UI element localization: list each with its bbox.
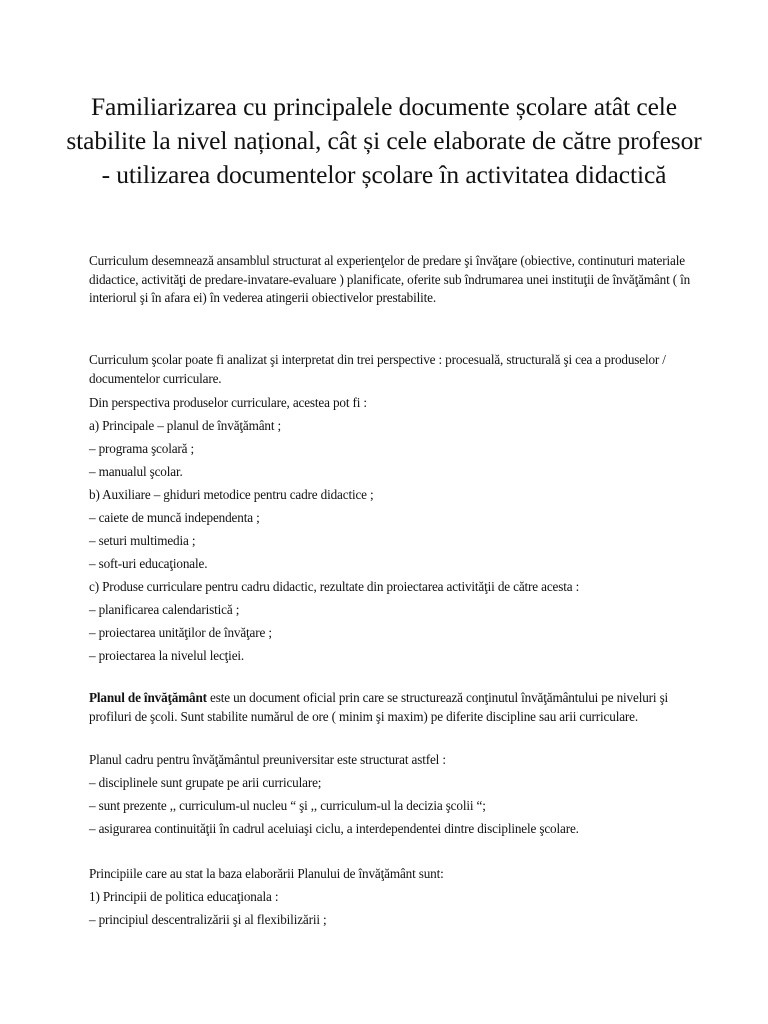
list-item: – caiete de muncă independenta ; (89, 510, 260, 525)
list-item: Din perspectiva produselor curriculare, acestea pot fi : (89, 395, 367, 410)
list-item: – proiectarea la nivelul lecţiei. (89, 648, 245, 663)
list-item: – manualul şcolar. (89, 464, 183, 479)
list-item: – proiectarea unităţilor de învăţare ; (89, 625, 272, 640)
list-item: Principiile care au stat la baza elaborării Planului de învăţământ sunt: (89, 866, 444, 881)
list-item: – principiul descentralizării şi al flexibilizării ; (89, 912, 327, 927)
list-item: – asigurarea continuităţii în cadrul aceluiaşi ciclu, a interdependentei dintre disciplinele şcolare. (89, 821, 579, 836)
list-item: a) Principale – planul de învăţământ ; (89, 418, 282, 433)
list-item: – seturi multimedia ; (89, 533, 196, 548)
list-curricular-products (89, 391, 709, 667)
paragraph-plan-definition (89, 689, 709, 726)
list-item: b) Auxiliare – ghiduri metodice pentru cadre didactice ; (89, 487, 374, 502)
list-item: – disciplinele sunt grupate pe arii curriculare; (89, 775, 322, 790)
list-item: Planul cadru pentru învăţământul preuniversitar este structurat astfel : (89, 752, 446, 767)
paragraph-text: Curriculum şcolar poate fi analizat şi interpretat din trei perspective : procesuală, structurală şi cea a produselor / documentelor curriculare. (89, 352, 666, 386)
paragraph-curriculum-perspectives (89, 351, 709, 388)
paragraph-text (89, 689, 709, 726)
paragraph-curriculum-definition (89, 252, 709, 308)
list-plan-structure (89, 748, 709, 840)
paragraph-text: Curriculum desemnează ansamblul structurat al experienţelor de predare şi învăţare (obiective, continuturi materiale didactice, activităţi de predare-invatare-evaluare ) planificate, oferite sub îndrumarea unei instituţii de învăţământ ( în interiorul şi în afara ei) în vederea atingerii obiectivelor prestabilite. (89, 253, 691, 305)
document-title: Familiarizarea cu principalele documente școlare atât cele stabilite la nivel național, cât și cele elaborate de către profesor - utilizarea documentelor școlare în activitatea didactică (66, 92, 702, 189)
list-plan-principles (89, 862, 709, 931)
list-item: – programa şcolară ; (89, 441, 195, 456)
paragraph-rest: este un document oficial prin care se structurează conţinutul învăţământului pe niveluri şi profiluri de şcoli. Sunt stabilite numărul de ore ( minim şi maxim) pe diferite discipline sau arii curriculare. (89, 690, 669, 724)
list-item: c) Produse curriculare pentru cadru didactic, rezultate din proiectarea activităţii de către acesta : (89, 579, 580, 594)
list-item: – soft-uri educaţionale. (89, 556, 208, 571)
list-item: 1) Principii de politica educaţionala : (89, 889, 279, 904)
list-item: – planificarea calendaristică ; (89, 602, 240, 617)
bold-term: Planul de învăţământ (89, 690, 207, 705)
list-item: – sunt prezente ,, curriculum-ul nucleu “ şi ,, curriculum-ul la decizia şcolii “; (89, 798, 486, 813)
